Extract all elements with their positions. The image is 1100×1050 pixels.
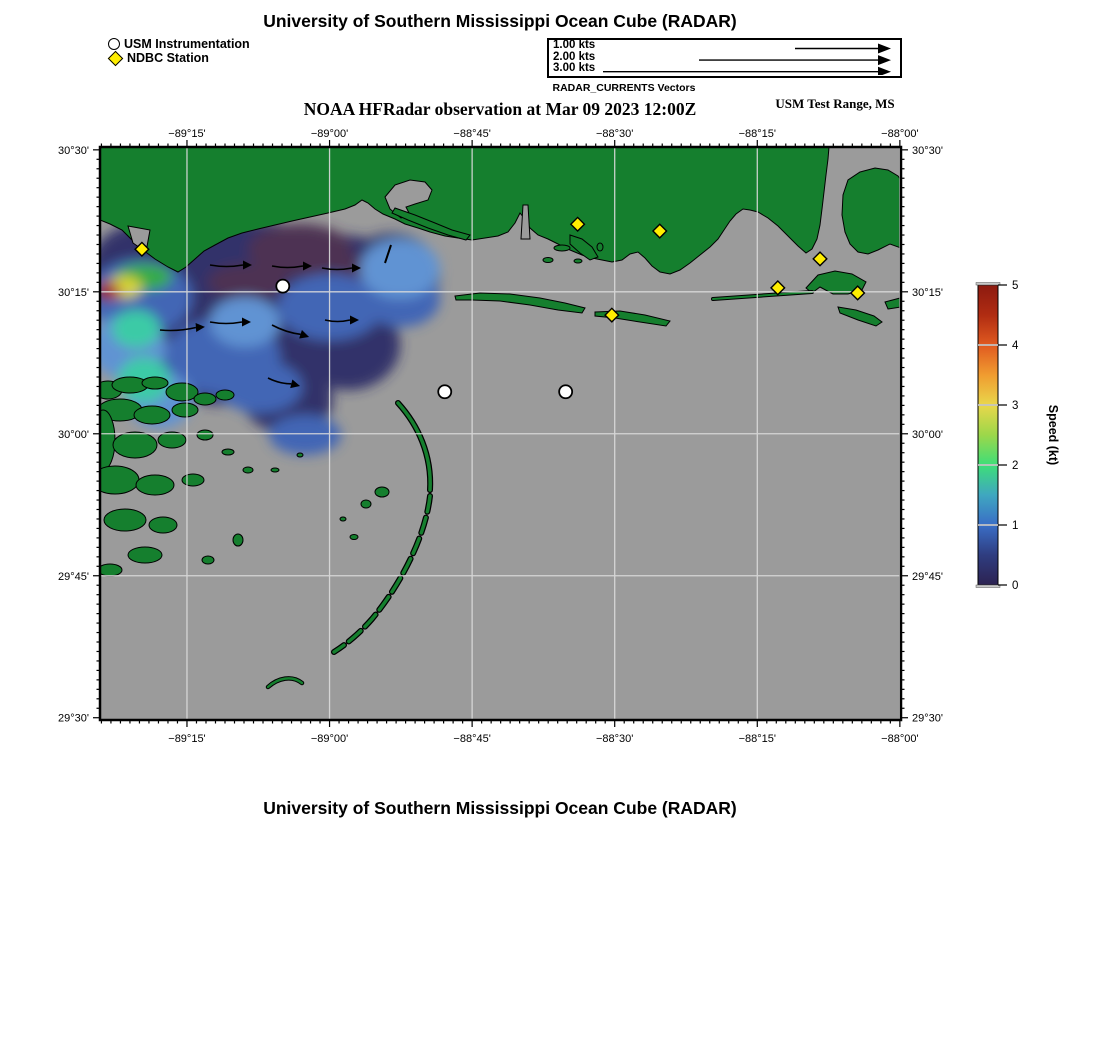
marsh-patch xyxy=(243,467,253,473)
marsh-patch xyxy=(194,393,216,405)
marsh-patch xyxy=(91,466,139,494)
islet xyxy=(340,517,346,521)
longitude-tick-label: −89°00' xyxy=(310,733,349,745)
marsh-patch xyxy=(202,556,214,564)
latitude-tick-label: 29°30' xyxy=(58,712,89,725)
latitude-tick-label: 30°15' xyxy=(912,286,943,299)
longitude-tick-label: −88°00' xyxy=(881,733,919,745)
longitude-tick-label: −89°15' xyxy=(168,128,206,140)
marsh-patch xyxy=(216,390,234,400)
map-subtitle: NOAA HFRadar observation at Mar 09 2023 12:00Z xyxy=(303,99,697,119)
latitude-tick-label: 29°45' xyxy=(58,570,89,583)
colorbar-gradient xyxy=(978,285,998,585)
marsh-patch xyxy=(149,517,177,533)
marsh-patch xyxy=(113,432,157,458)
marsh-patch xyxy=(98,564,122,576)
islet xyxy=(543,258,553,263)
colorbar-tick-label: 1 xyxy=(1012,520,1019,532)
bay-inlet xyxy=(521,205,530,239)
longitude-tick-label: −88°30' xyxy=(596,733,634,745)
latitude-tick-label: 30°30' xyxy=(912,144,943,157)
latitude-tick-label: 30°15' xyxy=(58,286,89,299)
latitude-tick-label: 29°45' xyxy=(912,570,943,583)
marsh-patch xyxy=(197,430,213,440)
marsh-patch xyxy=(134,406,170,424)
east-shore xyxy=(842,168,901,254)
vector-scale-label: 3.00 kts xyxy=(553,62,596,75)
islet xyxy=(375,487,389,497)
marsh-patch xyxy=(172,403,198,417)
colorbar-tick-label: 5 xyxy=(1012,280,1019,292)
islet xyxy=(574,259,582,263)
marsh-patch xyxy=(128,547,162,563)
usm-station-marker xyxy=(276,280,289,293)
longitude-tick-label: −89°15' xyxy=(168,733,206,745)
page-title: University of Southern Mississippi Ocean Cube (RADAR) xyxy=(263,11,737,31)
marsh-patch xyxy=(297,453,303,457)
colorbar-tick-label: 4 xyxy=(1012,340,1019,352)
marsh-patch xyxy=(222,449,234,455)
vector-scale-caption: RADAR_CURRENTS Vectors xyxy=(552,82,696,94)
colorbar-tick-label: 3 xyxy=(1012,400,1019,412)
longitude-tick-label: −88°15' xyxy=(738,128,776,140)
marsh-patch xyxy=(182,474,204,486)
colorbar-tick-label: 2 xyxy=(1012,460,1019,472)
islet xyxy=(597,243,603,251)
marsh-patch xyxy=(136,475,174,495)
vector-scale-label: 1.00 kts xyxy=(553,39,596,51)
latitude-tick-label: 29°30' xyxy=(912,712,943,725)
longitude-tick-label: −88°45' xyxy=(453,128,491,140)
marsh-patch xyxy=(142,377,168,389)
marsh-patch xyxy=(104,509,146,531)
marsh-patch xyxy=(91,410,115,470)
marsh-patch xyxy=(166,383,198,401)
longitude-tick-label: −88°00' xyxy=(881,128,919,140)
colorbar-title: Speed (kt) xyxy=(1046,404,1060,466)
islet xyxy=(350,535,358,540)
latitude-tick-label: 30°00' xyxy=(912,428,943,441)
longitude-tick-label: −88°15' xyxy=(738,733,776,745)
marsh-patch xyxy=(271,468,279,472)
colorbar-tick-label: 0 xyxy=(1012,580,1019,592)
usm-station-marker xyxy=(438,385,451,398)
figure-footer-title: University of Southern Mississippi Ocean Cube (RADAR) xyxy=(263,798,737,818)
longitude-tick-label: −88°30' xyxy=(596,128,634,140)
longitude-tick-label: −88°45' xyxy=(453,733,491,745)
legend-label: USM Instrumentation xyxy=(124,37,250,51)
longitude-tick-label: −89°00' xyxy=(310,128,349,140)
latitude-tick-label: 30°00' xyxy=(58,428,89,441)
vector-scale-label: 2.00 kts xyxy=(553,50,596,63)
usm-station-marker xyxy=(559,385,572,398)
region-label: USM Test Range, MS xyxy=(775,96,895,111)
marsh-patch xyxy=(233,534,243,546)
colorbar xyxy=(976,280,1060,592)
islet xyxy=(554,245,570,251)
latitude-tick-label: 30°30' xyxy=(58,144,89,157)
islet xyxy=(361,500,371,508)
legend-label: NDBC Station xyxy=(127,51,209,65)
